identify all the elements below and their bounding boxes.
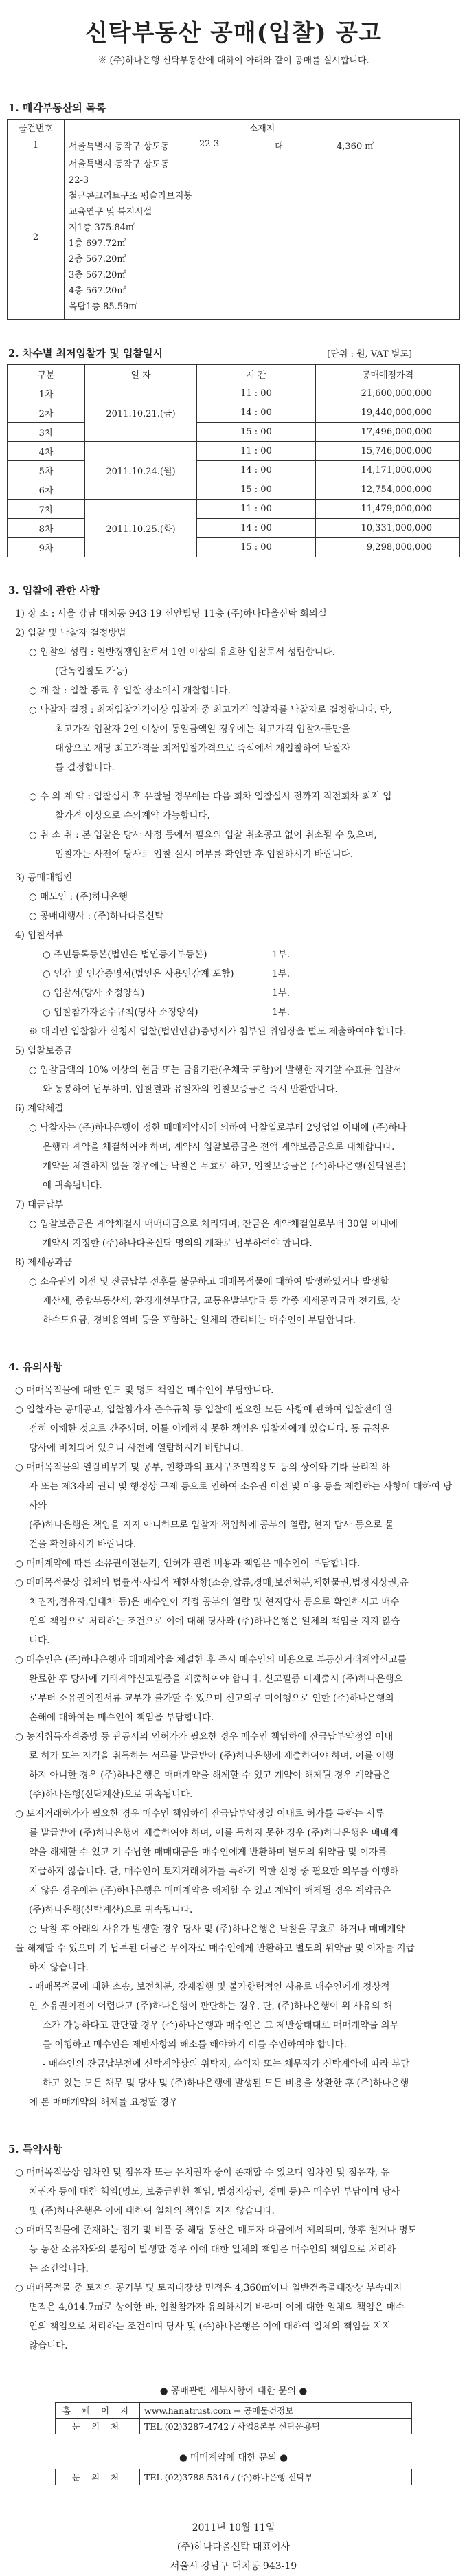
- round-cell: 3차: [8, 423, 85, 442]
- text-line: 약을 해제할 수 있고 기 수납한 매매대금을 매수인에게 반환하며 별도의 위약금 및 이자를: [29, 1847, 387, 1858]
- text-line: ○ 수 의 계 약 : 입찰실시 후 유찰될 경우에는 다음 회차 입찰실시 전까지 직전회차 최저 입: [29, 791, 392, 802]
- section5-title: 5. 특약사항: [8, 2143, 62, 2155]
- notice-text: ※ (주)하나은행 신탁부동산에 대하여 아래와 같이 공매를 실시합니다.: [98, 56, 369, 66]
- text-line: 입찰자는 사전에 당사로 입찰 실시 여부를 확인한 후 입찰하시기 바랍니다.: [55, 849, 354, 860]
- footer-date: 2011년 10월 11일: [192, 2522, 275, 2533]
- contact-table: [55, 2402, 412, 2434]
- subsection-title: 7) 대금납부: [15, 1199, 64, 1210]
- round-cell: 2차: [8, 403, 85, 423]
- item-address: [65, 135, 460, 155]
- text-line: 지급하지 않습니다. 단, 매수인이 토지거래허가를 득하기 위한 신청 중 필요한 의무를 이행하: [29, 1866, 399, 1877]
- table-row: [56, 2469, 412, 2485]
- text-line: 완료한 후 당사에 거래계약신고필증을 제출하여야 합니다. 신고필증 미제출시 (주)하나은행으: [29, 1674, 403, 1685]
- text-line: 면적은 4,014.7㎡로 상이한 바, 입찰참가자 유의하시기 바라며 이에 대한 일체의 책임은 매수: [29, 2302, 405, 2313]
- text-line: 로 허가 또는 자격을 취득하는 서류를 발급받아 (주)하나은행에 제출하여야 하며, 이를 이행: [29, 1751, 394, 1762]
- footer-company: (주)하나다올신탁 대표이사: [176, 2542, 291, 2553]
- text-line: ○ 매매목적물에 대한 인도 및 명도 책임은 매수인이 부담합니다.: [15, 1385, 274, 1396]
- doc-name: ○ 입찰참가자준수규칙(당사 소정양식): [43, 1007, 198, 1018]
- contact-value: TEL (02)3287-4742 / 사업8본부 신탁운용팀: [140, 2419, 412, 2434]
- time-cell: 15 : 00: [197, 538, 316, 557]
- property-list-table: [7, 119, 460, 320]
- text-line: 를 발급받아 (주)하나은행에 제출하여야 하며, 이를 득하지 못한 경우 (주)하나은행은 매매계: [29, 1828, 398, 1839]
- text-line: 하고 있는 모든 채무 및 당사 및 (주)하나은행에 발생된 모든 비용을 상환한 후 (주)하나은행: [43, 2078, 409, 2089]
- text-line: 는 조건입니다.: [29, 2263, 89, 2274]
- text-line: (단독입찰도 가능): [55, 666, 128, 677]
- contact-title: ● 매매계약에 대한 문의 ●: [179, 2452, 288, 2463]
- round-cell: 4차: [8, 442, 85, 461]
- text-line: 손해에 대하여는 매수인이 책임을 부담합니다.: [29, 1712, 214, 1723]
- text-line: ○ 매매목적물상 임차인 및 점유자 또는 유치권자 중이 존재할 수 있으며 임차인 및 점유자, 유: [15, 2167, 390, 2178]
- item-no: 1: [8, 135, 65, 155]
- text-line: 건을 확인하시기 바랍니다.: [29, 1539, 137, 1550]
- section4: [7, 1357, 460, 2112]
- table-row: [8, 423, 460, 442]
- item-line: 철근콘크리트구조 평슬라브지붕: [69, 191, 192, 201]
- text-line: ○ 입찰의 성립 : 일반경쟁입찰로서 1인 이상의 유효한 입찰로서 성립합니다.: [29, 647, 336, 658]
- date-cell: 2011.10.24.(월): [85, 442, 197, 500]
- round-cell: 5차: [8, 461, 85, 480]
- text-line: ○ 낙찰 후 아래의 사유가 발생할 경우 당사 및 (주)하나은행은 낙찰을 무효로 하거나 매매계약: [29, 1924, 405, 1935]
- text-line: ○ 토지거래허가가 필요한 경우 매수인 책임하에 잔금납부약정일 이내로 허가를 득하는 서류: [15, 1808, 385, 1819]
- contact-value: TEL (02)3788-5316 / (주)하나은행 신탁부: [140, 2469, 412, 2485]
- text-line: 에 본 매매계약의 해제를 요청할 경우: [29, 2097, 179, 2108]
- time-cell: 11 : 00: [197, 442, 316, 461]
- list-item: [7, 964, 290, 984]
- subsection-title: 5) 입찰보증금: [15, 1045, 73, 1056]
- text-line: ○ 매매목적물에 존재하는 집기 및 비품 중 해당 동산은 매도자 대금에서 제외되며, 향후 철거나 명도: [15, 2225, 417, 2236]
- time-cell: 11 : 00: [197, 500, 316, 519]
- table-header-row: [8, 120, 460, 135]
- item-line: 옥탑1층 85.59㎡: [69, 302, 138, 312]
- item-line: 서울특별시 동작구 상도동: [69, 159, 170, 170]
- item-line: 3층 567.20㎡: [69, 270, 126, 280]
- price-cell: 19,440,000,000: [316, 403, 460, 423]
- table-row: [8, 155, 460, 320]
- table-row: [8, 442, 460, 461]
- item-line: 지1층 375.84㎡: [69, 223, 135, 233]
- text-line: 계약을 체결하지 않을 경우에는 낙찰은 무효로 하고, 입찰보증금은 (주)하나은행(신탁원본): [43, 1161, 407, 1172]
- section5: [7, 2140, 460, 2355]
- section1-title: 1. 매각부동산의 목록: [8, 102, 106, 114]
- text-line: 않습니다.: [29, 2340, 68, 2351]
- subsection-title: 8) 제세공과금: [15, 1257, 73, 1268]
- homepage-link[interactable]: www.hanatrust.com ⇒ 공매물건정보: [140, 2403, 412, 2419]
- text-line: 에 귀속됩니다.: [43, 1180, 102, 1191]
- text-line: 를 결정합니다.: [55, 762, 115, 773]
- round-cell: 6차: [8, 480, 85, 500]
- item-address-text: 서울특별시 동작구 상도동: [69, 141, 170, 152]
- list-item: [7, 945, 290, 964]
- doc-count: 1부.: [272, 1007, 290, 1018]
- text-line: 하수도요금, 경비용역비 등을 포함하는 일체의 관리비는 매수인이 부담합니다.: [43, 1315, 356, 1326]
- text-line: 하지 않습니다.: [29, 1962, 89, 1973]
- text-line: 찰가격 이상으로 수의계약 가능합니다.: [55, 810, 210, 821]
- subsection-title: 3) 공매대행인: [15, 872, 73, 883]
- date-cell: 2011.10.21.(금): [85, 384, 197, 442]
- text-line: ○ 매매목적물 중 토지의 공기부 및 토지대장상 면적은 4,360㎡이나 일반건축물대장상 부속대지: [15, 2283, 402, 2294]
- subsection-title: 2) 입찰 및 낙찰자 결정방법: [15, 628, 126, 639]
- text-line: 계약시 지정한 (주)하나다올신탁 명의의 계좌로 납부하여야 합니다.: [43, 1238, 312, 1249]
- text-line: 지 않은 경우에는 (주)하나은행은 매매계약을 해제할 수 있고 계약이 해제될 경우 계약금은: [29, 1885, 391, 1896]
- schedule-table: [7, 364, 460, 557]
- text-line: ※ 대리인 입찰참가 신청시 입찰(법인인감)증명서가 첨부된 위임장을 별도 제출하여야 합니다.: [29, 1026, 407, 1037]
- subsection-title: 6) 계약체결: [15, 1103, 64, 1114]
- header-round: 구분: [8, 365, 85, 384]
- doc-count: 1부.: [272, 949, 290, 960]
- contact-label: 문 의 처: [56, 2419, 140, 2434]
- header-item-no: 물건번호: [8, 120, 65, 135]
- item-area: 4,360 ㎡: [337, 141, 374, 152]
- time-cell: 15 : 00: [197, 480, 316, 500]
- item-line: 1층 697.72㎡: [69, 238, 126, 249]
- text-line: ○ 매수인은 (주)하나은행과 매매계약을 체결한 후 즉시 매수인의 비용으로 부동산거래계약신고를: [15, 1654, 407, 1665]
- table-row: [56, 2419, 412, 2434]
- homepage-label: 홈 페 이 지: [56, 2403, 140, 2419]
- doc-name: ○ 주민등록등본(법인은 법인등기부등본): [43, 949, 207, 960]
- table-row: [8, 384, 460, 403]
- header-price: 공매예정가격: [316, 365, 460, 384]
- item-address-block: [65, 155, 460, 320]
- list-item: [7, 984, 290, 1003]
- doc-name: ○ 인감 및 인감증명서(법인은 사용인감계 포함): [43, 968, 234, 979]
- item-line: 교육연구 및 복지시설: [69, 207, 152, 217]
- text-line: 및 (주)하나은행은 이에 대하여 일체의 책임을 지지 않습니다.: [29, 2206, 275, 2217]
- text-line: ○ 공매대행사 : (주)하나다올신탁: [29, 911, 164, 922]
- contact-table: [55, 2469, 412, 2485]
- text-line: ○ 매매계약에 따른 소유권이전문기, 인허가 관련 비용과 책임은 매수인이 부담합니다.: [15, 1558, 361, 1569]
- doc-count: 1부.: [272, 968, 290, 979]
- section3-title: 3. 입찰에 관한 사항: [8, 584, 100, 597]
- section2-title: 2. 차수별 최저입찰가 및 입찰일시: [8, 347, 163, 359]
- price-cell: 17,496,000,000: [316, 423, 460, 442]
- text-line: 등 동산 소유자와의 분쟁이 발생할 경우 이에 대한 일체의 책임은 매수인의 책임으로 처리하: [29, 2244, 396, 2255]
- text-line: 하지 아니한 경우 (주)하나은행은 매매계약을 해제할 수 있고 계약이 해제될 경우 계약금은: [29, 1770, 391, 1781]
- contract-contact-box: [55, 2450, 412, 2485]
- price-cell: 14,171,000,000: [316, 461, 460, 480]
- text-line: - 매수인의 잔금납부전에 신탁계약상의 위탁자, 수익자 또는 채무자가 신탁계약에 따라 부담: [43, 2058, 410, 2069]
- text-line: 당사에 비치되어 있으니 사전에 열람하시기 바랍니다.: [29, 1443, 244, 1454]
- text-line: ○ 소유권의 이전 및 잔금납부 전후를 불문하고 매매목적물에 대하여 발생하였거나 발생할: [29, 1276, 389, 1287]
- round-cell: 8차: [8, 519, 85, 538]
- text-line: ○ 입찰보증금은 계약체결시 매매대금으로 처리되며, 잔금은 계약체결일로부터 30일 이내에: [29, 1219, 398, 1230]
- text-line: ○ 매매목적물의 열람비무기 및 공부, 현황과의 표시구조면적용도 등의 상이와 기타 물리적 하: [15, 1462, 390, 1473]
- text-line: ○ 낙찰자는 (주)하나은행이 정한 매매계약서에 의하여 낙찰일로부터 2영업일 이내에 (주)하나: [29, 1122, 407, 1133]
- text-line: ○ 매도인 : (주)하나은행: [29, 891, 128, 902]
- footer: [7, 2518, 460, 2576]
- round-cell: 1차: [8, 384, 85, 403]
- price-cell: 21,600,000,000: [316, 384, 460, 403]
- text-line: 재산세, 종합부동산세, 환경개선부담금, 교통유발부담금 등 각종 제세공과금과 전기료, 상: [43, 1296, 400, 1307]
- footer-address: 서울시 강남구 대치동 943-19: [170, 2561, 297, 2572]
- item-line: 22-3: [69, 175, 89, 186]
- text-line: 로부터 소유권이전서류 교부가 불가할 수 있으며 신고의무 미이행으로 인한 (주)하나은행의: [29, 1693, 394, 1704]
- time-cell: 14 : 00: [197, 461, 316, 480]
- doc-name: ○ 입찰서(당사 소정양식): [43, 988, 145, 999]
- text-line: ○ 취 소 취 : 본 입찰은 당사 사정 등에서 필요의 입찰 취소공고 없이 취소될 수 있으며,: [29, 830, 377, 841]
- time-cell: 15 : 00: [197, 423, 316, 442]
- price-cell: 10,331,000,000: [316, 519, 460, 538]
- section3: [7, 581, 460, 1330]
- text-line: 대상으로 재당 최고가격을 최저입찰가격으로 즉석에서 재입찰하여 낙찰자: [55, 743, 351, 754]
- section4-title: 4. 유의사항: [8, 1361, 62, 1373]
- table-row: [8, 403, 460, 423]
- text-line: 치권자,점유자,임대차 등)은 매수인이 직접 공부의 열람 및 현지답사 등으로 확인하시고 매수: [29, 1597, 400, 1608]
- text-line: ○ 입찰자는 공매공고, 입찰참가자 준수규칙 등 입찰에 필요한 모든 사항에 관하여 입찰전에 완: [15, 1404, 394, 1415]
- time-cell: 11 : 00: [197, 384, 316, 403]
- table-row: [8, 480, 460, 500]
- text-line: 전히 이해한 것으로 간주되며, 이를 이해하지 못한 책임은 입찰자에게 있습니다. 동 규칙은: [29, 1423, 390, 1434]
- date-cell: 2011.10.25.(화): [85, 500, 197, 557]
- item-lot: 22-3: [199, 138, 220, 149]
- price-cell: 15,746,000,000: [316, 442, 460, 461]
- contact-title: ● 공매관련 세부사항에 대한 문의 ●: [159, 2386, 308, 2397]
- header-time: 시 간: [197, 365, 316, 384]
- item-no: 2: [8, 155, 65, 320]
- price-cell: 11,479,000,000: [316, 500, 460, 519]
- page-title: 신탁부동산 공매(입찰) 공고: [84, 19, 383, 47]
- table-row: [8, 135, 460, 155]
- item-type: 대: [275, 141, 284, 152]
- text-line: ○ 매매목적물상 입체의 법률적·사실적 제한사항(소송,압류,경매,보전처분,제한물권,법정지상권,유: [15, 1577, 409, 1588]
- text-line: - 매매목적물에 대한 소송, 보전처분, 강제집행 및 불가항력적인 사유로 매수인에게 정상적: [29, 1981, 390, 1992]
- text-line: 인의 책임으로 처리하는 조건으로 이에 대해 당사와 (주)하나은행은 일체의 책임을 지지 않습: [29, 1616, 400, 1627]
- table-row: [8, 519, 460, 538]
- doc-count: 1부.: [272, 988, 290, 999]
- text-line: 소가 가능하다고 판단할 경우 (주)하나은행과 매수인은 그 제반상태대로 매매계약을 의무: [43, 2020, 399, 2031]
- item-line: 4층 567.20㎡: [69, 286, 126, 296]
- time-cell: 14 : 00: [197, 403, 316, 423]
- round-cell: 7차: [8, 500, 85, 519]
- table-row: [8, 538, 460, 557]
- subsection-title: 4) 입찰서류: [15, 930, 64, 941]
- text-line: (주)하나은행(신탁계산)으로 귀속됩니다.: [29, 1789, 193, 1800]
- text-line: 니다.: [29, 1635, 50, 1646]
- header-location: 소재지: [65, 120, 460, 135]
- text-line: 자 또는 제3자의 권리 및 행정상 규제 등으로 인하여 소유권 이전 및 이용 등을 제한하는 사항에 대하여 당사와: [29, 1481, 453, 1511]
- table-row: [8, 461, 460, 480]
- table-header-row: [8, 365, 460, 384]
- place-line: 1) 장 소 : 서울 강남 대치동 943-19 신안빌딩 11층 (주)하나다올신탁 회의실: [15, 608, 327, 619]
- price-cell: 9,298,000,000: [316, 538, 460, 557]
- text-line: 인 소유권이전이 어렵다고 (주)하나은행이 판단하는 경우, 단, (주)하나은행이 위 사유의 해: [29, 2001, 392, 2012]
- price-cell: 12,754,000,000: [316, 480, 460, 500]
- text-line: ○ 입찰금액의 10% 이상의 현금 또는 금융기관(우체국 포함)이 발행한 자기앞 수표를 입찰서: [29, 1065, 402, 1076]
- time-cell: 14 : 00: [197, 519, 316, 538]
- text-line: 인의 책임으로 처리하는 조건이며 당사 및 (주)하나은행은 이에 대하여 일체의 책임을 지지: [29, 2321, 391, 2332]
- text-line: 를 이행하고 매수인은 제반사항의 해소를 해야하기 이를 수인하여야 합니다.: [43, 2039, 347, 2050]
- unit-note: [단위 : 원, VAT 별도]: [327, 349, 412, 359]
- table-row: [56, 2403, 412, 2419]
- text-line: 은행과 계약을 체결하여야 하며, 계약시 입찰보증금은 전액 계약보증금으로 대체합니다.: [43, 1142, 395, 1153]
- text-line: (주)하나은행은 책임을 지지 아니하므로 입찰자 책임하에 공부의 열람, 현지 답사 등으로 물: [29, 1520, 394, 1531]
- auction-contact-box: [55, 2383, 412, 2434]
- contact-label: 문 의 처: [56, 2469, 140, 2485]
- list-item: [7, 1003, 290, 1022]
- text-line: (주)하나은행(신탁계산)으로 귀속됩니다.: [29, 1905, 193, 1916]
- table-row: [8, 500, 460, 519]
- text-line: ○ 농지취득자격증명 등 관공서의 인허가가 필요한 경우 매수인 책임하에 잔금납부약정일 이내: [15, 1731, 394, 1742]
- item-line: 2층 567.20㎡: [69, 254, 126, 265]
- text-line: 치권자 등에 대한 책임(명도, 보증금반환 책임, 법정지상권, 경매 등)은 매수인 부담이며 당사: [29, 2186, 400, 2197]
- text-line: 최고가격 입찰자 2인 이상이 동일금액일 경우에는 최고가격 입찰자들만을: [55, 724, 350, 735]
- header-date: 일 자: [85, 365, 197, 384]
- text-line: ○ 개 찰 : 입찰 종료 후 입찰 장소에서 개찰합니다.: [29, 685, 231, 696]
- text-line: 을 해제할 수 있으며 기 납부된 대금은 무이자로 매수인에게 반환하고 별도의 위약금 및 이자를 지급: [15, 1943, 415, 1954]
- text-line: 와 동봉하여 납부하며, 입찰결과 유찰자의 입찰보증금은 즉시 반환합니다.: [43, 1084, 338, 1095]
- text-line: ○ 낙찰자 결정 : 최저입찰가격이상 입찰자 중 최고가격 입찰자를 낙찰자로 결정합니다. 단,: [29, 704, 392, 715]
- round-cell: 9차: [8, 538, 85, 557]
